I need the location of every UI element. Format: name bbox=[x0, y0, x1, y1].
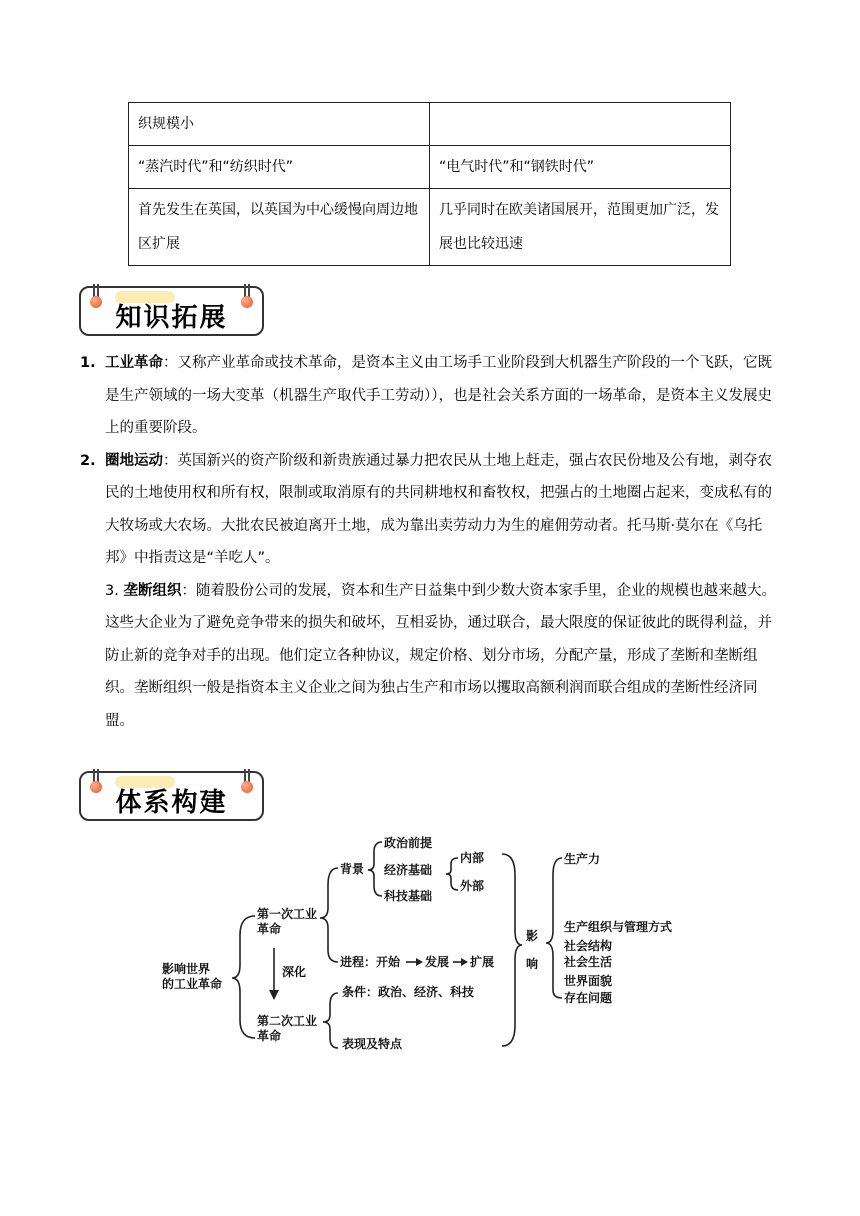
knowledge-item: 2. 圈地运动：英国新兴的资产阶级和新贵族通过暴力把农民从土地上赶走，强占农民份地及公有地，剥夺农民的土地使用权和所有权，限制或取消原有的共同耕地权和畜牧权，把强占的土地圈占起来，变成私有的大牧场或大农场。大批农民被迫离开土地，成为靠出卖劳动力为生的雇佣劳动者。托马斯·莫尔在《乌托邦》中指责这是“羊吃人”。 bbox=[80, 452, 772, 566]
background-brace bbox=[368, 842, 382, 896]
impact-item: 生产力 bbox=[564, 852, 601, 866]
deepen-label: 深化 bbox=[282, 965, 307, 979]
table-cell: 首先发生在英国，以英国为中心缓慢向周边地区扩展 bbox=[129, 189, 430, 266]
table-cell: “电气时代”和“钢铁时代” bbox=[430, 146, 731, 189]
table-cell: 织规模小 bbox=[129, 103, 430, 146]
impact-item: 社会结构 bbox=[564, 939, 613, 953]
features-label: 表现及特点 bbox=[342, 1037, 403, 1051]
system-title: 体系构建 bbox=[115, 788, 228, 818]
second-revolution-label: 第二次工业 bbox=[257, 1014, 318, 1028]
root-label: 影响世界 bbox=[162, 962, 211, 976]
impacts-brace bbox=[546, 858, 562, 998]
first-brace bbox=[320, 868, 338, 962]
external-label: 外部 bbox=[460, 879, 485, 893]
expand-label: 扩展 bbox=[470, 955, 495, 969]
table-cell: 几乎同时在欧美诸国展开，范围更加广泛，发展也比较迅速 bbox=[430, 189, 731, 266]
political-label: 政治前提 bbox=[384, 836, 433, 850]
comparison-table bbox=[128, 102, 731, 266]
arrow-head-icon bbox=[461, 958, 468, 966]
develop-label: 发展 bbox=[425, 955, 450, 969]
concept-diagram bbox=[160, 830, 720, 1055]
impact-label: 响 bbox=[526, 957, 539, 971]
knowledge-item: 3. 垄断组织：随着股份公司的发展，资本和生产日益集中到少数大资本家手里，企业的规模也越来越大。这些大企业为了避免竞争带来的损失和破坏，互相妥协，通过联合，最大限度的保证彼此的既得利益，并防止新的竞争对手的出现。他们定立各种协议，规定价格、划分市场，分配产量，形成了垄断和垄断组织。垄断组织一般是指资本主义企业之间为独占生产和市场以攫取高额利润而联合组成的垄断性经济同盟。 bbox=[105, 582, 776, 729]
arrow-head-icon bbox=[269, 990, 279, 1000]
conditions-label: 条件：政治、经济、科技 bbox=[342, 985, 475, 999]
impact-item: 社会生活 bbox=[564, 955, 613, 969]
system-banner bbox=[79, 771, 264, 821]
internal-label: 内部 bbox=[460, 851, 485, 865]
impact-item: 生产组织与管理方式 bbox=[564, 920, 673, 934]
knowledge-title: 知识拓展 bbox=[115, 303, 228, 333]
economic-label: 经济基础 bbox=[384, 863, 433, 877]
root-brace bbox=[232, 916, 255, 1038]
table-row bbox=[129, 189, 731, 266]
knowledge-list bbox=[80, 347, 780, 737]
tech-label: 科技基础 bbox=[384, 889, 433, 903]
impact-item: 世界面貌 bbox=[564, 974, 613, 988]
table-cell bbox=[430, 103, 731, 146]
root-label: 的工业革命 bbox=[162, 977, 223, 991]
second-brace bbox=[323, 993, 338, 1048]
table-cell: “蒸汽时代”和“纺织时代” bbox=[129, 146, 430, 189]
impact-brace bbox=[502, 854, 522, 1046]
knowledge-item: 1. 工业革命：又称产业革命或技术革命，是资本主义由工场手工业阶段到大机器生产阶段的一个飞跃，它既是生产领域的一场大变革（机器生产取代手工劳动）），也是社会关系方面的一场革命，是资本主义发展史上的重要阶段。 bbox=[80, 355, 772, 436]
knowledge-banner bbox=[79, 286, 264, 336]
impact-item: 存在问题 bbox=[564, 991, 613, 1005]
second-revolution-label: 革命 bbox=[257, 1029, 282, 1043]
first-revolution-label: 第一次工业 bbox=[257, 907, 318, 921]
first-revolution-label: 革命 bbox=[257, 922, 282, 936]
impact-label: 影 bbox=[526, 929, 539, 943]
arrow-head-icon bbox=[416, 958, 423, 966]
table-row bbox=[129, 146, 731, 189]
economic-brace bbox=[446, 858, 458, 890]
table-row bbox=[129, 103, 731, 146]
background-label: 背景 bbox=[340, 862, 365, 876]
process-label: 进程：开始 bbox=[340, 955, 401, 969]
